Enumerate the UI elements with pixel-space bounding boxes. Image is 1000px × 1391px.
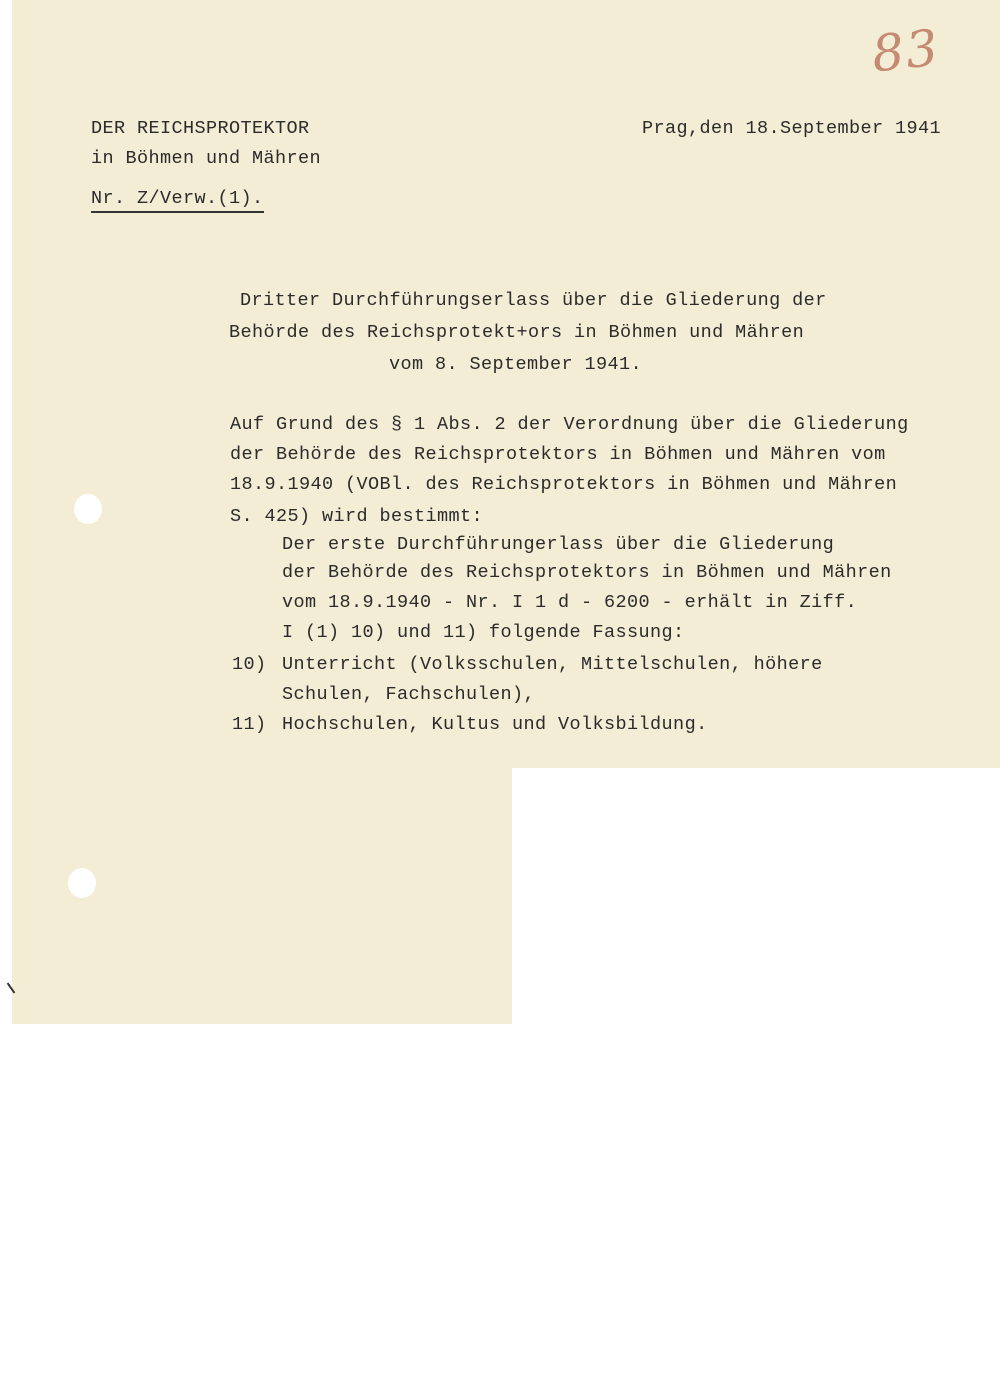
intro-line-1: Auf Grund des § 1 Abs. 2 der Verordnung über die Gliederung — [230, 414, 909, 435]
item-11-line-1: Hochschulen, Kultus und Volksbildung. — [282, 714, 708, 735]
reference-number: Nr. Z/Verw.(1). — [91, 190, 264, 213]
title-line-3: vom 8. September 1941. — [389, 354, 643, 375]
provision-line-1: Der erste Durchführungerlass über die Gliederung — [282, 534, 835, 555]
archive-number: 83 — [869, 18, 943, 84]
intro-line-4: S. 425) wird bestimmt: — [230, 506, 484, 527]
provision-line-4: I (1) 10) und 11) folgende Fassung: — [282, 622, 685, 643]
title-line-1: Dritter Durchführungserlass über die Gliederung der — [240, 290, 827, 311]
item-10-line-2: Schulen, Fachschulen), — [282, 684, 536, 705]
provision-line-2: der Behörde des Reichsprotektors in Böhmen und Mähren — [282, 562, 892, 583]
authority-line-1: DER REICHSPROTEKTOR — [91, 118, 310, 139]
title-line-2: Behörde des Reichsprotekt+ors in Böhmen und Mähren — [229, 322, 805, 343]
authority-line-2: in Böhmen und Mähren — [91, 148, 322, 169]
punch-hole-upper — [74, 494, 102, 524]
punch-hole-lower — [68, 868, 96, 898]
provision-line-3: vom 18.9.1940 - Nr. I 1 d - 6200 - erhält in Ziff. — [282, 592, 858, 613]
item-10-number: 10) — [232, 654, 267, 675]
intro-line-3: 18.9.1940 (VOBl. des Reichsprotektors in Böhmen und Mähren — [230, 474, 898, 495]
paper-sheet — [12, 0, 1000, 768]
intro-line-2: der Behörde des Reichsprotektors in Böhmen und Mähren vom — [230, 444, 886, 465]
item-10-line-1: Unterricht (Volksschulen, Mittelschulen, höhere — [282, 654, 823, 675]
place-date: Prag,den 18.September 1941 — [642, 118, 942, 139]
item-11-number: 11) — [232, 714, 267, 735]
